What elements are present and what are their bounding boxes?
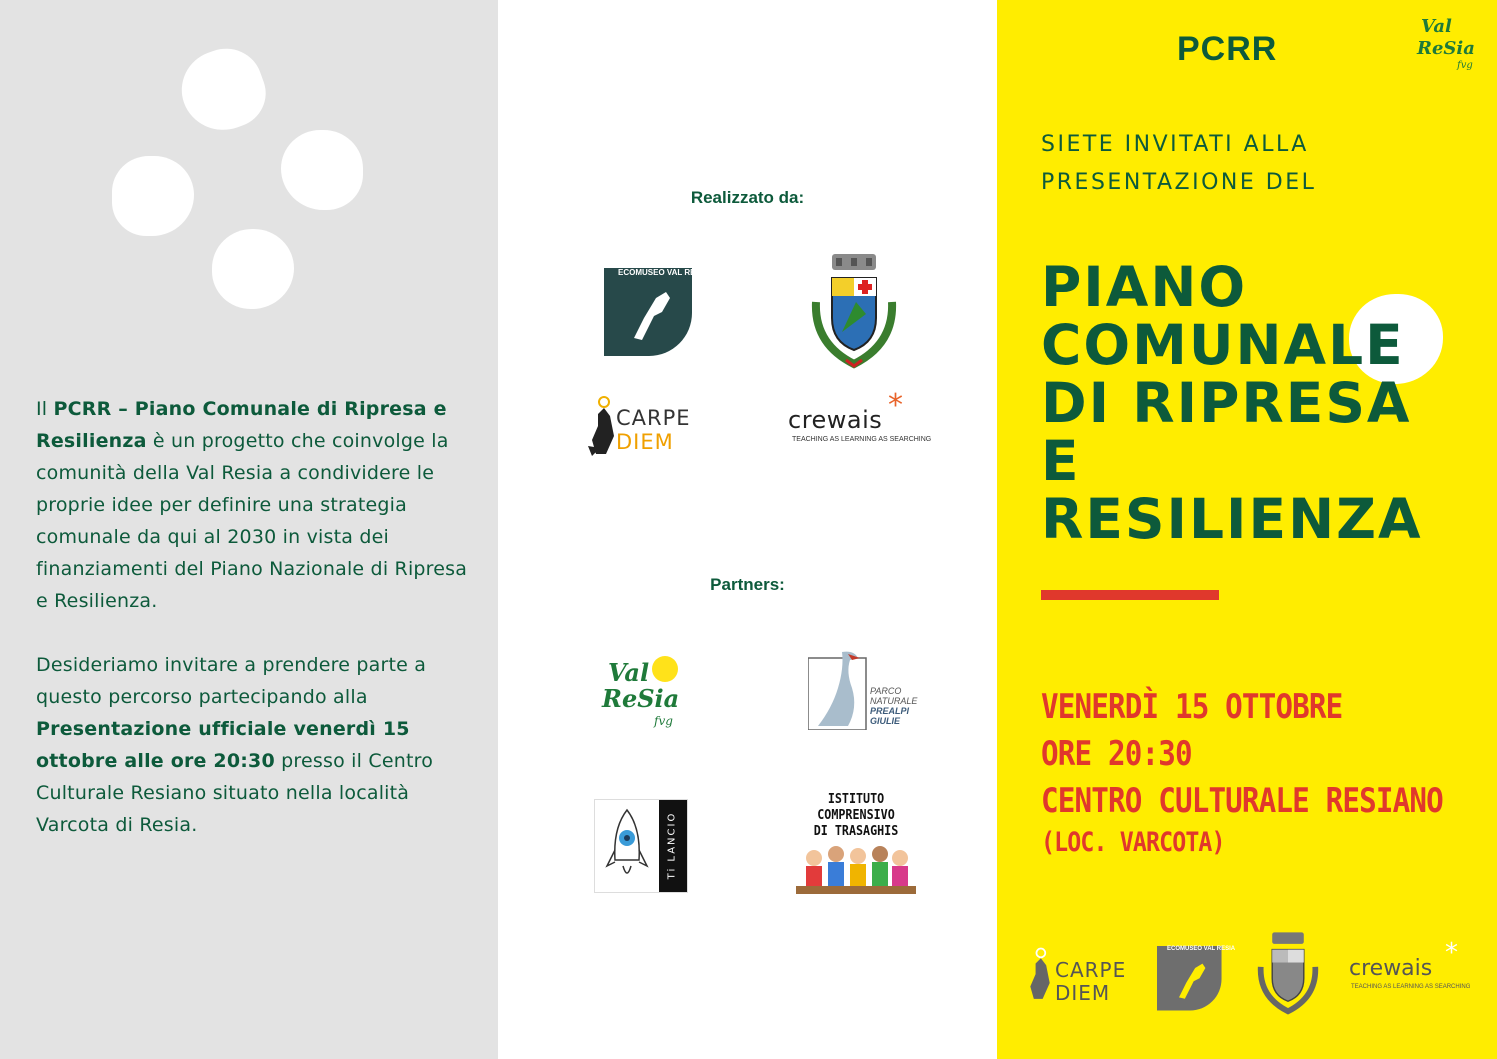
invitation-text: [1041, 126, 1316, 202]
invite-line-1: SIETE INVITATI ALLA: [1041, 132, 1309, 157]
intro-paragraph: Il PCRR – Piano Comunale di Ripresa e Resilienza è un progetto che coinvolge la comunità della Val Resia a condividere le proprie idee per definire una strategia comunale da qui al 2030 in vista dei finanziamenti del Piano Nazionale di Ripresa e Resilienza.: [36, 398, 468, 612]
plan-title: [1041, 255, 1423, 551]
ti-lancio-text: Ti LANCIO: [666, 811, 678, 880]
parco-prealpi-giulie-logo: [808, 648, 918, 730]
event-date: VENERDÌ 15 OTTOBRE: [1041, 687, 1343, 727]
invite-line-2: PRESENTAZIONE DEL: [1041, 170, 1317, 195]
carpe-text: CARPE: [616, 406, 691, 430]
val-text: Val: [608, 658, 650, 687]
ecomuseo-val-resia-logo: [604, 268, 709, 358]
decorative-blob: [281, 130, 363, 210]
middle-panel: [498, 0, 997, 1059]
crewais-subtitle: TEACHING AS LEARNING AS SEARCHING: [1351, 984, 1471, 990]
carpe-diem-logo-footer: [1025, 946, 1133, 1006]
partners-heading: Partners:: [710, 575, 785, 594]
carpe-diem-logo: [586, 394, 698, 460]
decorative-blob: [112, 156, 194, 236]
istituto-line-2: COMPRENSIVO: [817, 808, 895, 823]
intro-text: [36, 393, 476, 873]
coat-of-arms-footer: [1255, 928, 1321, 1020]
crewais-asterisk-icon: *: [888, 388, 903, 423]
sun-icon: [652, 656, 678, 682]
event-time: ORE 20:30: [1041, 734, 1192, 774]
pcrr-acronym: PCRR: [1177, 30, 1278, 68]
decorative-blob: [171, 38, 275, 141]
ti-lancio-logo: [594, 799, 688, 893]
resia-text: ReSia: [1417, 38, 1475, 59]
diem-text: DIEM: [1055, 981, 1111, 1005]
crewais-logo-footer: [1349, 938, 1479, 996]
val-resia-fvg-logo: [602, 654, 686, 738]
istituto-comprensivo-trasaghis-logo: [796, 792, 916, 900]
left-panel: [0, 0, 498, 1059]
crewais-text: crewais: [1349, 956, 1433, 981]
crewais-asterisk-icon: *: [1445, 938, 1458, 968]
title-line: PIANO: [1041, 255, 1248, 319]
event-details: [1041, 684, 1443, 861]
val-resia-fvg-logo-top: [1417, 16, 1481, 80]
ecomuseo-text: ECOMUSEO VAL RESIA: [1167, 946, 1236, 952]
fvg-text: fvg: [1457, 60, 1473, 71]
crewais-subtitle: TEACHING AS LEARNING AS SEARCHING: [792, 436, 932, 443]
val-text: Val: [1421, 16, 1452, 37]
resia-text: ReSia: [602, 684, 680, 713]
decorative-blob: [212, 229, 294, 309]
parco-text-2: NATURALE: [870, 696, 918, 706]
ecomuseo-logo-footer: [1157, 946, 1236, 1012]
parco-text-3: PREALPI: [870, 706, 910, 716]
ecomuseo-text: ECOMUSEO VAL RESIA: [618, 268, 709, 277]
parco-text-4: GIULIE: [870, 716, 901, 726]
fvg-text: fvg: [654, 714, 673, 728]
right-panel: [997, 0, 1497, 1059]
resia-coat-of-arms-logo: [808, 252, 900, 372]
invite-paragraph: Desideriamo invitare a prendere parte a questo percorso partecipando alla Presentazione ufficiale venerdì 15 ottobre alle ore 20:30 presso il Centro Culturale Resiano situato nella località Varcota di Resia.: [36, 654, 434, 836]
crewais-text: crewais: [788, 406, 883, 434]
diem-text: DIEM: [616, 430, 674, 454]
red-divider: [1041, 590, 1219, 600]
title-line: E: [1041, 429, 1081, 493]
title-line: DI RIPRESA: [1041, 371, 1412, 435]
istituto-line-1: ISTITUTO: [827, 792, 885, 807]
event-location: (LOC. VARCOTA): [1041, 827, 1225, 858]
event-place: CENTRO CULTURALE RESIANO: [1041, 781, 1443, 821]
carpe-text: CARPE: [1055, 958, 1127, 982]
title-line: COMUNALE: [1041, 313, 1405, 377]
parco-text-1: PARCO: [870, 686, 902, 696]
istituto-line-3: DI TRASAGHIS: [813, 824, 899, 839]
crewais-logo: [788, 388, 932, 448]
made-by-heading: Realizzato da:: [690, 188, 805, 207]
title-line: RESILIENZA: [1041, 487, 1423, 551]
